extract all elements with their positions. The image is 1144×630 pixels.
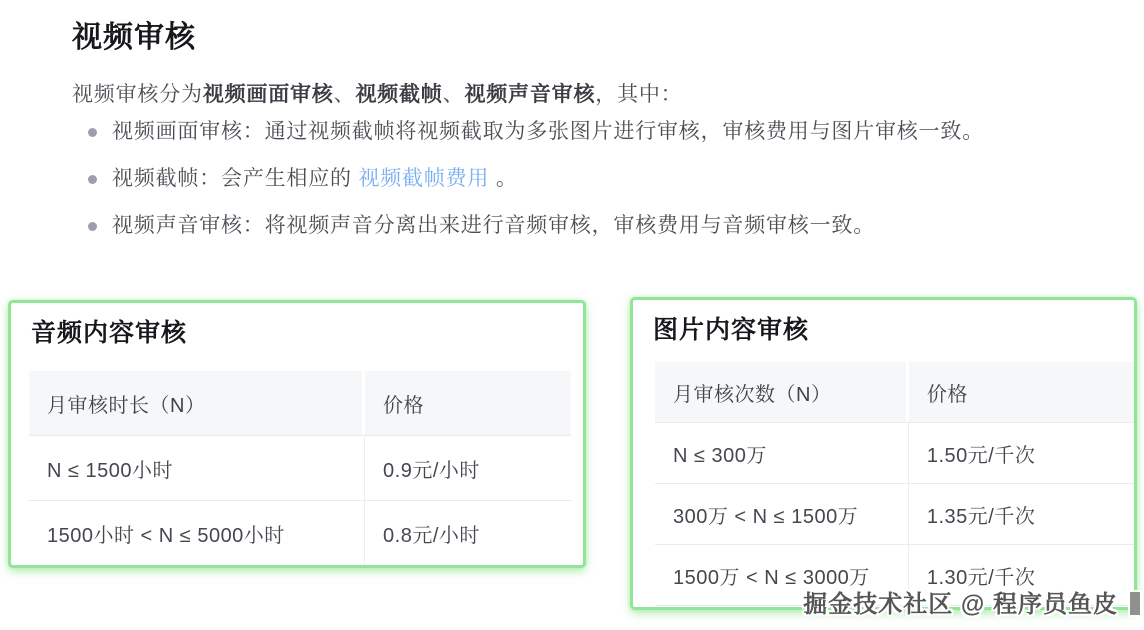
bullet-video-capture bbox=[88, 165, 984, 193]
bullet-text: 视频声音审核：将视频声音分离出来进行音频审核，审核费用与音频审核一致。 bbox=[112, 214, 875, 237]
intro-paragraph: 视频审核分为视频画面审核、视频截帧、视频声音审核，其中： bbox=[72, 83, 683, 106]
header-monthly-count: 月审核次数（N） bbox=[655, 362, 909, 422]
bullet-text: 视频画面审核：通过视频截帧将视频截取为多张图片进行审核，审核费用与图片审核一致。 bbox=[112, 120, 984, 143]
header-price: 价格 bbox=[926, 383, 968, 406]
bullet-video-audio-review bbox=[88, 212, 984, 240]
intro-prefix: 视频审核分为 bbox=[72, 83, 203, 106]
image-review-pricing-card bbox=[630, 297, 1137, 610]
watermark-logo-mark bbox=[1128, 590, 1142, 617]
table-cell: 1500万 < N ≤ 3000万 bbox=[655, 545, 909, 605]
table-cell: 1.35元/千次 bbox=[926, 505, 1036, 528]
watermark-text: 掘金技术社区 @ 程序员鱼皮 bbox=[803, 591, 1118, 618]
audio-card-title: 音频内容审核 bbox=[31, 319, 188, 347]
page-title: 视频审核 bbox=[72, 21, 196, 54]
bullet-dot-icon bbox=[88, 128, 97, 137]
bullet-dot-icon bbox=[88, 222, 97, 231]
table-partial-row bbox=[29, 565, 571, 568]
bullet-list bbox=[88, 118, 984, 259]
audio-review-pricing-card bbox=[8, 300, 586, 568]
intro-bold-video-frame-review: 视频画面审核 bbox=[202, 83, 334, 106]
table-cell: 300万 < N ≤ 1500万 bbox=[655, 484, 909, 544]
table-cell: 0.8元/小时 bbox=[383, 524, 480, 547]
table-header-row bbox=[655, 362, 1134, 422]
bullet-video-frame-review bbox=[88, 118, 984, 146]
intro-bold-video-audio-review: 视频声音审核 bbox=[464, 83, 596, 106]
table-cell: N ≤ 1500小时 bbox=[29, 436, 365, 500]
image-pricing-table bbox=[655, 362, 1134, 610]
table-row bbox=[29, 435, 571, 500]
table-body bbox=[29, 435, 571, 565]
table-row bbox=[655, 422, 1134, 483]
table-row bbox=[29, 500, 571, 565]
audio-pricing-table bbox=[29, 371, 571, 568]
video-capture-fee-link[interactable]: 视频截帧费用 bbox=[358, 167, 490, 190]
intro-suffix: ，其中： bbox=[595, 83, 683, 106]
intro-bold-video-capture: 视频截帧 bbox=[355, 83, 443, 106]
table-body bbox=[655, 422, 1134, 605]
image-card-title: 图片内容审核 bbox=[653, 316, 810, 344]
table-cell: 0.9元/小时 bbox=[383, 459, 480, 482]
bullet-text-prefix: 视频截帧：会产生相应的 bbox=[112, 167, 359, 190]
table-cell: 1500小时 < N ≤ 5000小时 bbox=[29, 501, 365, 565]
bullet-text-suffix: 。 bbox=[489, 167, 518, 190]
table-cell: N ≤ 300万 bbox=[655, 423, 909, 483]
header-monthly-duration: 月审核时长（N） bbox=[29, 371, 365, 435]
header-price: 价格 bbox=[383, 394, 425, 417]
table-cell: 1.30元/千次 bbox=[926, 566, 1036, 589]
bullet-dot-icon bbox=[88, 175, 97, 184]
table-row bbox=[655, 483, 1134, 544]
table-header-row bbox=[29, 371, 571, 435]
table-cell: 1.50元/千次 bbox=[926, 444, 1036, 467]
